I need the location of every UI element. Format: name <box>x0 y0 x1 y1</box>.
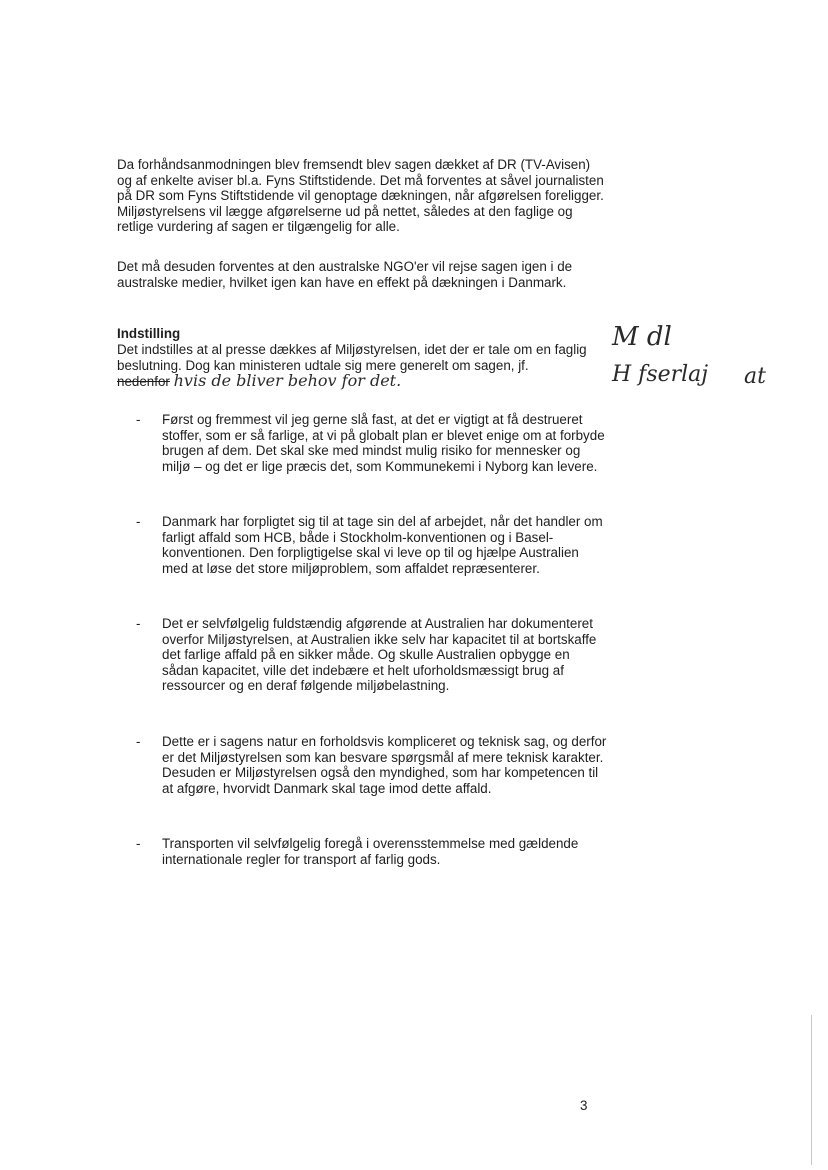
margin-note-2: H fserlaj <box>612 362 709 387</box>
bullet-text: Først og fremmest vil jeg gerne slå fast, at det er vigtigt at få destrueret stoffer, som er så farlige, at vi på globalt plan er blevet enige om at forbyde brugen af dem. Det skal ske med mindst mulig risiko for mennesker og miljø – og det er lige præcis det, som Kommunekemi i Nyborg kan levere. <box>162 412 605 474</box>
intro-paragraph-2: Det må desuden forventes at den australske NGO'er vil rejse sagen igen i de australske medier, hvilket igen kan have en effekt på dækningen i Danmark. <box>117 259 573 290</box>
margin-note-1: M dl <box>612 322 672 352</box>
bullet-marker: - <box>136 734 141 749</box>
margin-note-3: at <box>744 364 766 389</box>
bullet-text: Dette er i sagens natur en forholdsvis kompliceret og teknisk sag, og derfor er det Miljøstyrelsen som kan besvare spørgsmål af mere teknisk karakter. Desuden er Miljøstyrelsen også den myndighed, som har kompetencen til at afgøre, hvorvidt Danmark skal tage imod dette affald. <box>162 734 607 796</box>
intro-paragraph-1: Da forhåndsanmodningen blev fremsendt blev sagen dækket af DR (TV-Avisen) og af enkelte aviser bl.a. Fyns Stiftstidende. Det må forventes at såvel journalisten på DR som Fyns Stiftstidende vil genoptage dækningen, når afgørelsen foreligger. Miljøstyrelsens vil lægge afgørelserne ud på nettet, således at den faglige og retlige vurdering af sagen er tilgængelig for alle. <box>117 157 604 234</box>
bullet-text: Danmark har forpligtet sig til at tage sin del af arbejdet, når det handler om farligt affald som HCB, både i Stockholm-konventionen og i Basel-konventionen. Den forpligtigelse skal vi leve op til og hjælpe Australien med at løse det store miljøproblem, som affaldet repræsenterer. <box>162 514 603 576</box>
bullet-text: Det er selvfølgelig fuldstændig afgørende at Australien har dokumenteret overfor Miljøstyrelsen, at Australien ikke selv har kapacitet til at bortskaffe det farlige affald på en sikker måde. Og skulle Australien opbygge en sådan kapacitet, ville det indebære et helt uforholdsmæssigt brug af ressourcer og en deraf følgende miljøbelastning. <box>162 616 597 693</box>
bullet-marker: - <box>136 514 141 529</box>
handwritten-insert: hvis de bliver behov for det. <box>173 371 402 390</box>
recommendation-text: Det indstilles at al presse dækkes af Miljøstyrelsen, idet der er tale om en faglig beslutning. Dog kan ministeren udtale sig mere generelt om sagen, jf. <box>117 342 587 373</box>
bullet-marker: - <box>136 836 141 851</box>
bullet-marker: - <box>136 412 141 427</box>
page-number: 3 <box>580 1098 588 1113</box>
scan-edge-line <box>811 1015 812 1165</box>
struck-word: nedenfor <box>117 374 170 389</box>
section-heading: Indstilling <box>117 326 181 341</box>
bullet-text: Transporten vil selvfølgelig foregå i overensstemmelse med gældende internationale regler for transport af farlig gods. <box>162 836 579 867</box>
recommendation-paragraph <box>117 342 597 390</box>
bullet-marker: - <box>136 616 141 631</box>
